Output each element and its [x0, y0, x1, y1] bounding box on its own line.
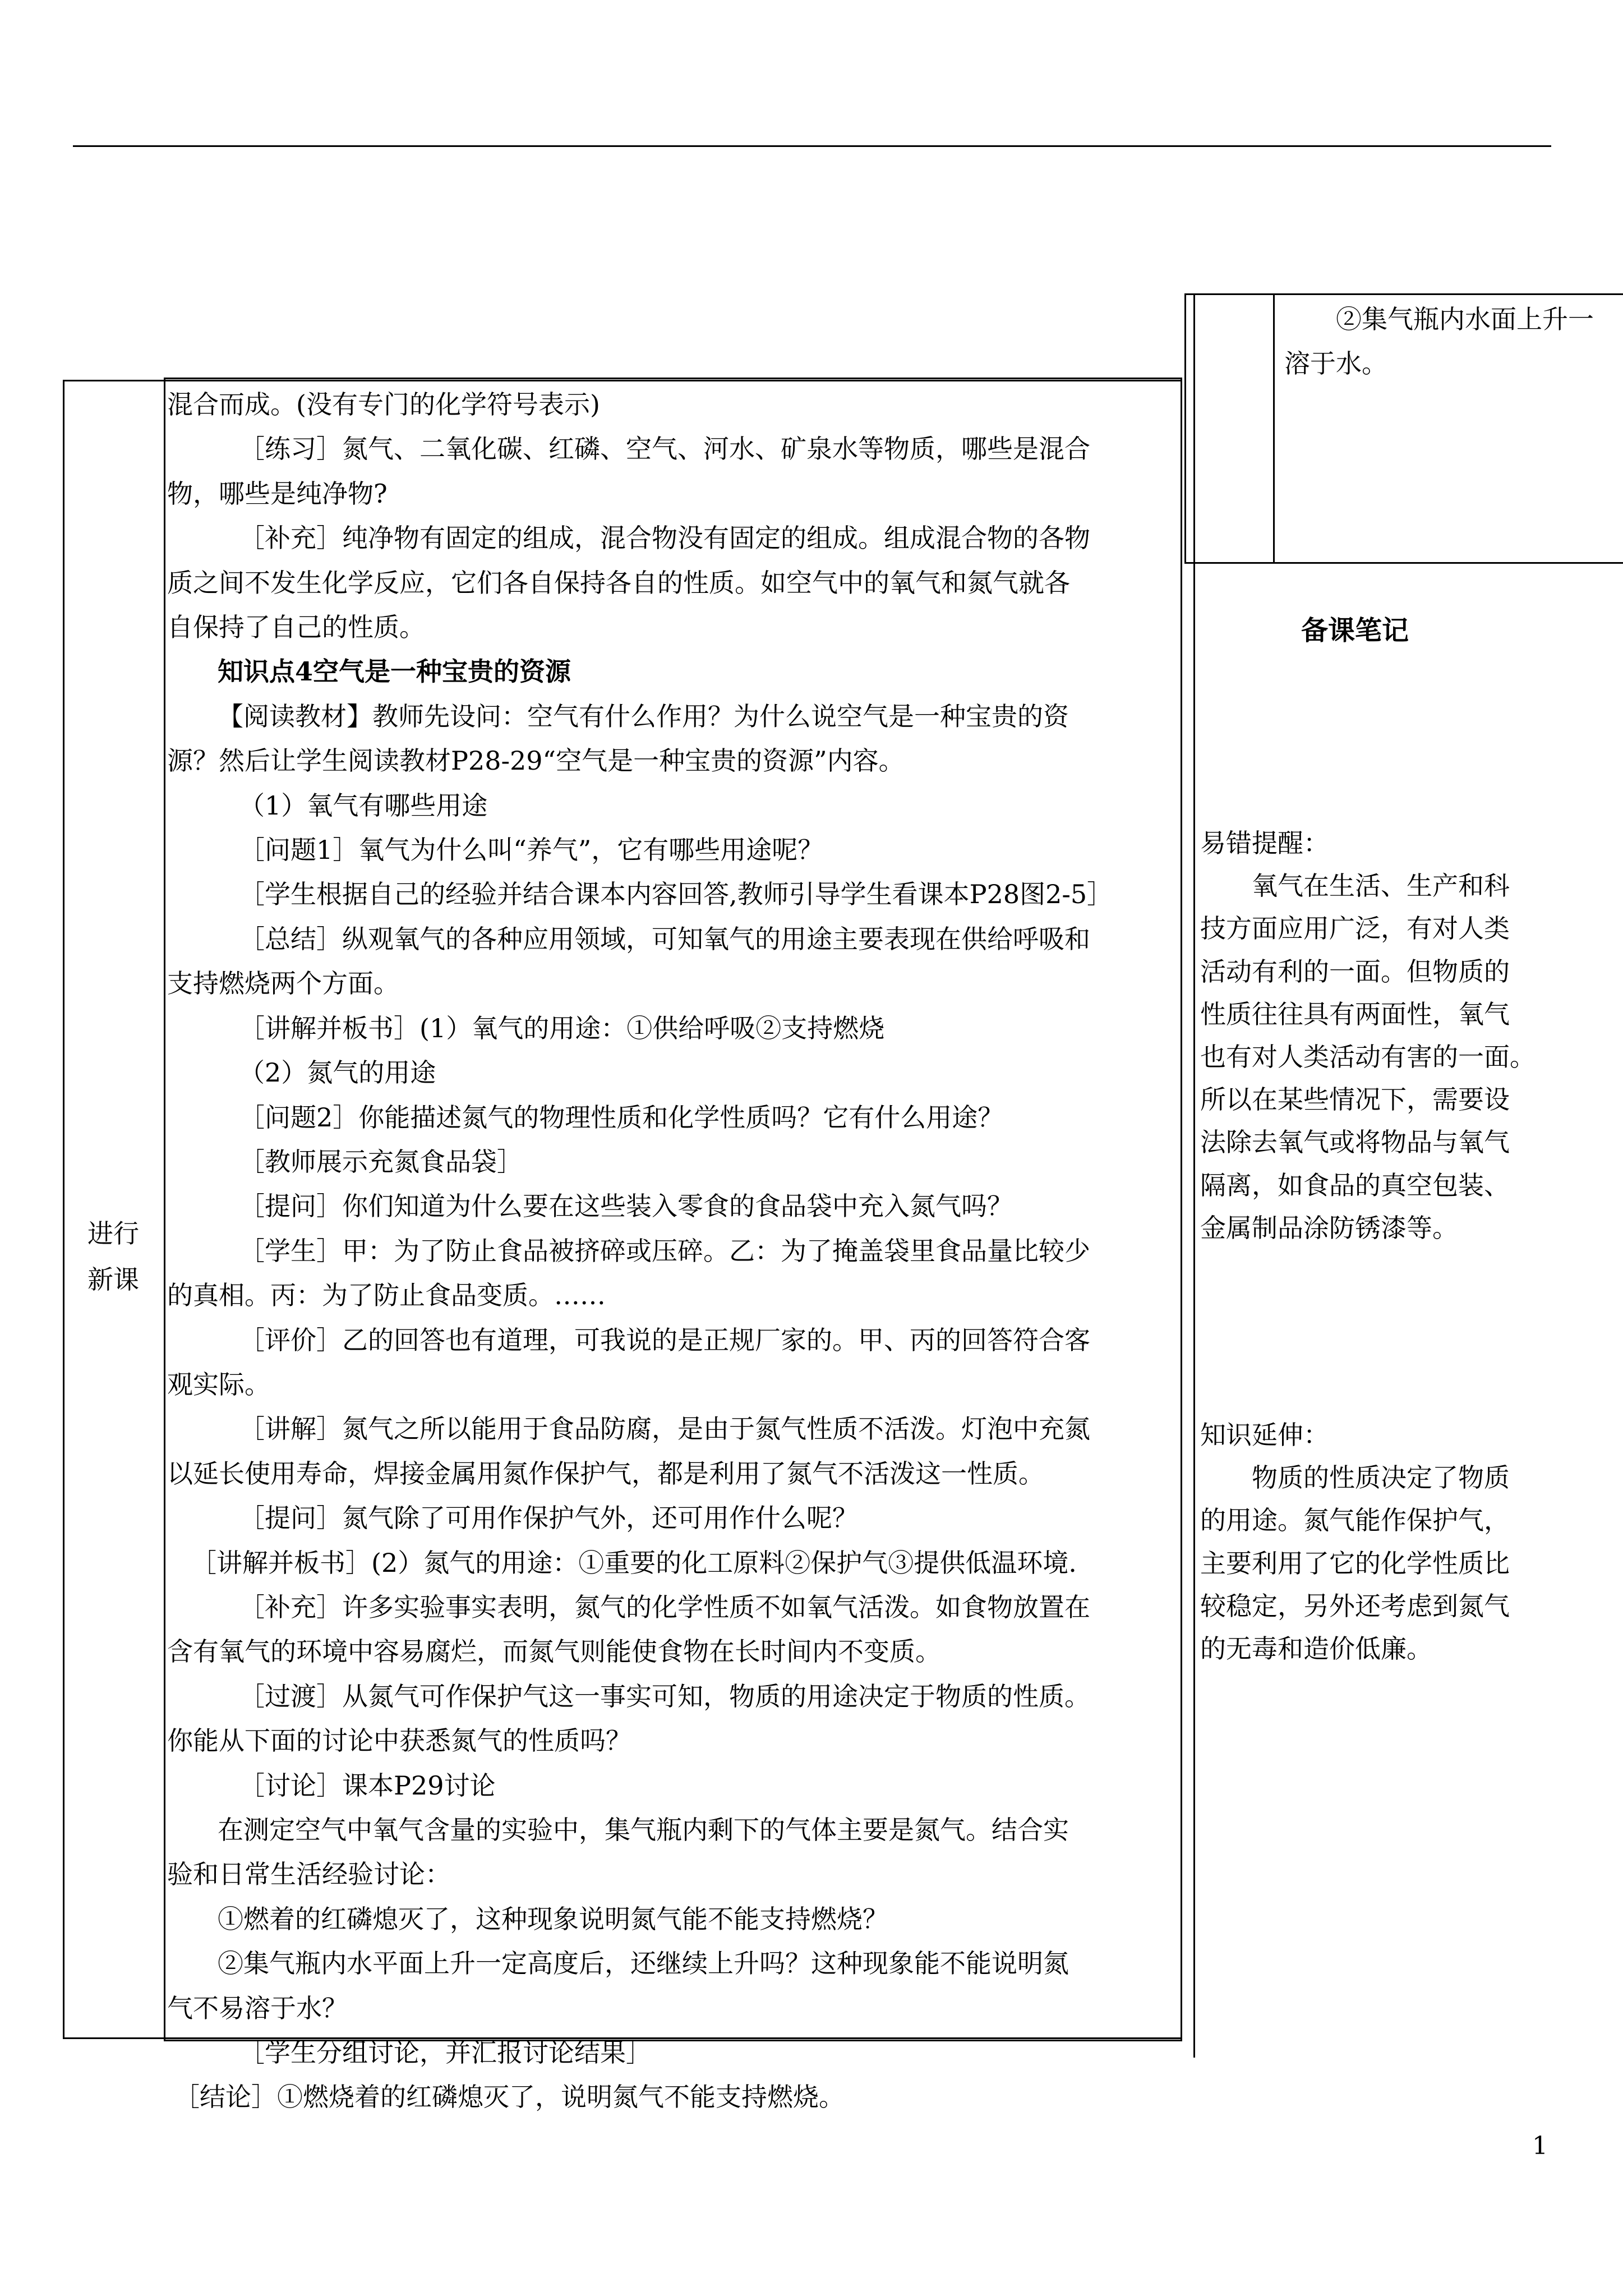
note-line: 较稳定，另外还考虑到氮气: [1200, 1590, 1510, 1621]
note-line: 主要利用了它的化学性质比: [1200, 1548, 1510, 1579]
content-line: ［补充］纯净物有固定的组成，混合物没有固定的组成。组成混合物的各物: [239, 523, 1090, 554]
content-line: ②集气瓶内水平面上升一定高度后，还继续上升吗？这种现象能不能说明氮: [218, 1948, 1069, 1979]
content-line: ［问题2］你能描述氮气的物理性质和化学性质吗？它有什么用途？: [239, 1102, 1004, 1133]
rt-line-1: ②集气瓶内水面上升一: [1336, 304, 1594, 334]
content-line: 混合而成。(没有专门的化学符号表示): [167, 389, 600, 420]
content-line: 以延长使用寿命，焊接金属用氮作保护气，都是利用了氮气不活泼这一性质。: [167, 1458, 1044, 1489]
content-line: ［讲解并板书］(1）氧气的用途：①供给呼吸②支持燃烧: [239, 1013, 885, 1043]
note-line: 法除去氧气或将物品与氧气: [1200, 1127, 1510, 1158]
section-heading: 知识点4空气是一种宝贵的资源: [218, 656, 571, 687]
content-line: ［结论］①燃烧着的红磷熄灭了，说明氮气不能支持燃烧。: [174, 2082, 845, 2113]
note-line: 性质往往具有两面性，氧气: [1200, 999, 1510, 1029]
content-line: ［问题1］氧气为什么叫“养气”，它有哪些用途呢？: [239, 835, 824, 866]
content-line: 气不易溶于水？: [167, 1993, 348, 2023]
content-line: ［练习］氮气、二氧化碳、红磷、空气、河水、矿泉水等物质，哪些是混合: [239, 434, 1090, 464]
content-line: 物，哪些是纯净物?: [167, 478, 388, 509]
note-line: 氧气在生活、生产和科: [1252, 871, 1510, 901]
rt-border-divider: [1273, 293, 1275, 564]
content-line: ［学生］甲：为了防止食品被挤碎或压碎。乙：为了掩盖袋里食品量比较少: [239, 1235, 1090, 1266]
note-line: 也有对人类活动有害的一面。: [1200, 1042, 1536, 1073]
note-line: 的无毒和造价低廉。: [1200, 1634, 1432, 1664]
content-line: ［讲解］氮气之所以能用于食品防腐，是由于氮气性质不活泼。灯泡中充氮: [239, 1414, 1090, 1444]
page-number: 1: [1532, 2132, 1548, 2160]
content-line: 观实际。: [167, 1369, 270, 1400]
note-line: 活动有利的一面。但物质的: [1200, 956, 1510, 987]
rt-border-left: [1184, 293, 1186, 564]
content-line: 在测定空气中氧气含量的实验中，集气瓶内剩下的气体主要是氮气。结合实: [218, 1815, 1069, 1845]
content-line: 含有氧气的环境中容易腐烂，而氮气则能使食物在长时间内不变质。: [167, 1636, 941, 1667]
note-line: 物质的性质决定了物质: [1252, 1462, 1510, 1493]
content-line: ［讲解并板书］(2）氮气的用途：①重要的化工原料②保护气③提供低温环境.: [191, 1547, 1077, 1578]
content-line: ［评价］乙的回答也有道理，可我说的是正规厂家的。甲、丙的回答符合客: [239, 1324, 1090, 1355]
note-line: 的用途。氮气能作保护气，: [1200, 1505, 1510, 1536]
content-line: （1）氧气有哪些用途: [239, 790, 488, 821]
note-line: 金属制品涂防锈漆等。: [1200, 1212, 1458, 1243]
content-line: ［学生根据自己的经验并结合课本内容回答,教师引导学生看课本P28图2-5］: [239, 879, 1113, 910]
rt-border-top: [1184, 293, 1623, 295]
note-line: 技方面应用广泛，有对人类: [1200, 913, 1510, 944]
content-line: 源？然后让学生阅读教材P28-29“空气是一种宝贵的资源”内容。: [167, 746, 905, 776]
content-line: ［教师展示充氮食品袋］: [239, 1146, 523, 1177]
content-line: 质之间不发生化学反应，它们各自保持各自的性质。如空气中的氧气和氮气就各: [167, 567, 1070, 598]
content-line: ［提问］你们知道为什么要在这些装入零食的食品袋中充入氮气吗？: [239, 1191, 1013, 1222]
content-line: ①燃着的红磷熄灭了，这种现象说明氮气能不能支持燃烧？: [218, 1903, 888, 1934]
reminder-heading: 易错提醒：: [1200, 828, 1329, 858]
content-line: （2）氮气的用途: [239, 1057, 436, 1088]
rt-cell-text: [1284, 297, 1594, 386]
content-line: 验和日常生活经验讨论：: [167, 1859, 451, 1890]
extension-heading: 知识延伸：: [1200, 1420, 1329, 1450]
content-line: 你能从下面的讨论中获悉氮气的性质吗？: [167, 1726, 631, 1756]
lesson-label-line-2: 新课: [87, 1264, 139, 1295]
extension-note: [1200, 1414, 1510, 1670]
notes-title: 备课笔记: [1301, 615, 1409, 646]
content-line: 的真相。丙：为了防止食品变质。……: [167, 1280, 606, 1311]
rt-line-2: 溶于水。: [1284, 348, 1387, 379]
content-line: 支持燃烧两个方面。: [167, 968, 399, 999]
content-line: ［提问］氮气除了可用作保护气外，还可用作什么呢？: [239, 1503, 858, 1534]
lesson-label-line-1: 进行: [87, 1218, 139, 1249]
lesson-stage-label: [63, 1211, 164, 1303]
note-line: 隔离，如食品的真空包装、: [1200, 1170, 1510, 1200]
lesson-content: [166, 383, 1180, 2120]
content-line: 自保持了自己的性质。: [167, 612, 425, 643]
header-rule: [73, 145, 1551, 147]
content-line: 【阅读教材】教师先设问：空气有什么作用？为什么说空气是一种宝贵的资: [218, 701, 1069, 731]
notes-column-rule: [1193, 293, 1195, 2058]
content-line: ［讨论］课本P29讨论: [239, 1770, 496, 1801]
note-line: 所以在某些情况下，需要设: [1200, 1084, 1510, 1115]
content-line: ［过渡］从氮气可作保护气这一事实可知，物质的用途决定于物质的性质。: [239, 1681, 1090, 1711]
content-line: ［补充］许多实验事实表明，氮气的化学性质不如氧气活泼。如食物放置在: [239, 1591, 1090, 1622]
content-line: ［总结］纵观氧气的各种应用领域，可知氧气的用途主要表现在供给呼吸和: [239, 923, 1090, 954]
rt-border-bottom: [1184, 562, 1623, 564]
content-line: ［学生分组讨论，并汇报讨论结果］: [239, 2037, 652, 2068]
reminder-note: [1200, 822, 1536, 1249]
